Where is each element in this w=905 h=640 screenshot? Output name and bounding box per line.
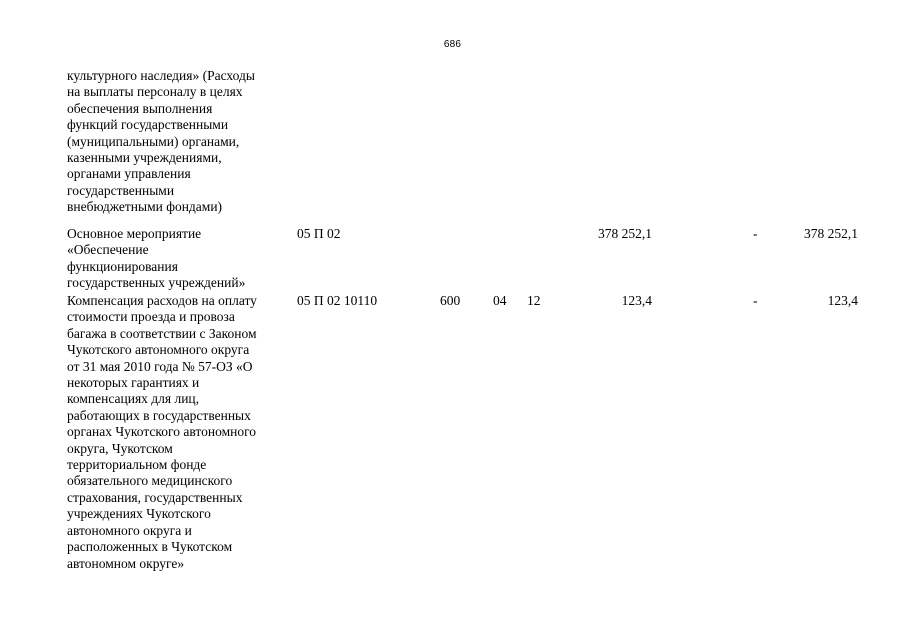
name-line: стоимости проезда и провоза	[67, 309, 235, 325]
name-line: округа, Чукотском	[67, 440, 173, 456]
name-line: государственными	[67, 182, 175, 198]
total-amount: 378 252,1	[804, 226, 858, 241]
row-name	[67, 293, 287, 572]
name-line: автономном округе»	[67, 555, 185, 571]
name-line: компенсациях для лиц,	[67, 391, 200, 407]
name-line: территориальном фонде	[67, 457, 207, 473]
name-line: обеспечения выполнения	[67, 100, 213, 116]
name-line: обязательного медицинского	[67, 473, 233, 489]
approved-amount: 378 252,1	[598, 226, 652, 241]
approved-amount: 123,4	[621, 293, 652, 308]
target-article-code: 05 П 02	[297, 226, 341, 241]
name-line: багажа в соответствии с Законом	[67, 325, 257, 341]
name-line: страхования, государственных	[67, 489, 243, 505]
name-line: Чукотского автономного округа	[67, 342, 250, 358]
name-line: казенными учреждениями,	[67, 150, 222, 166]
page-number: 686	[443, 39, 462, 50]
name-line: автономного округа и	[67, 522, 192, 538]
total-amount: 123,4	[827, 293, 858, 308]
change-amount: -	[753, 226, 758, 241]
expense-type-code: 600	[440, 293, 461, 308]
name-line: внебюджетными фондами)	[67, 199, 223, 215]
name-line: (муниципальными) органами,	[67, 133, 240, 149]
name-line: от 31 мая 2010 года № 57-ОЗ «О	[67, 358, 253, 374]
subsection-code: 12	[527, 293, 541, 308]
name-line: расположенных в Чукотском	[67, 539, 233, 555]
row-name	[67, 226, 287, 292]
name-line: Компенсация расходов на оплату	[67, 293, 257, 308]
name-line: на выплаты персоналу в целях	[67, 84, 243, 100]
name-line: Основное мероприятие	[67, 226, 202, 241]
name-line: «Обеспечение	[67, 242, 149, 258]
name-line: органах Чукотского автономного	[67, 424, 257, 440]
name-line: государственных учреждений»	[67, 275, 246, 291]
change-amount: -	[753, 293, 758, 308]
name-line: функций государственными	[67, 117, 229, 133]
name-line: некоторых гарантиях и	[67, 375, 200, 391]
name-line: работающих в государственных	[67, 407, 251, 423]
target-article-code: 05 П 02 10110	[297, 293, 378, 308]
row-name	[67, 68, 287, 216]
name-line: учреждениях Чукотского	[67, 506, 211, 522]
name-line: органами управления	[67, 166, 191, 182]
name-line: культурного наследия» (Расходы	[67, 68, 255, 83]
section-code: 04	[493, 293, 507, 308]
name-line: функционирования	[67, 258, 178, 274]
